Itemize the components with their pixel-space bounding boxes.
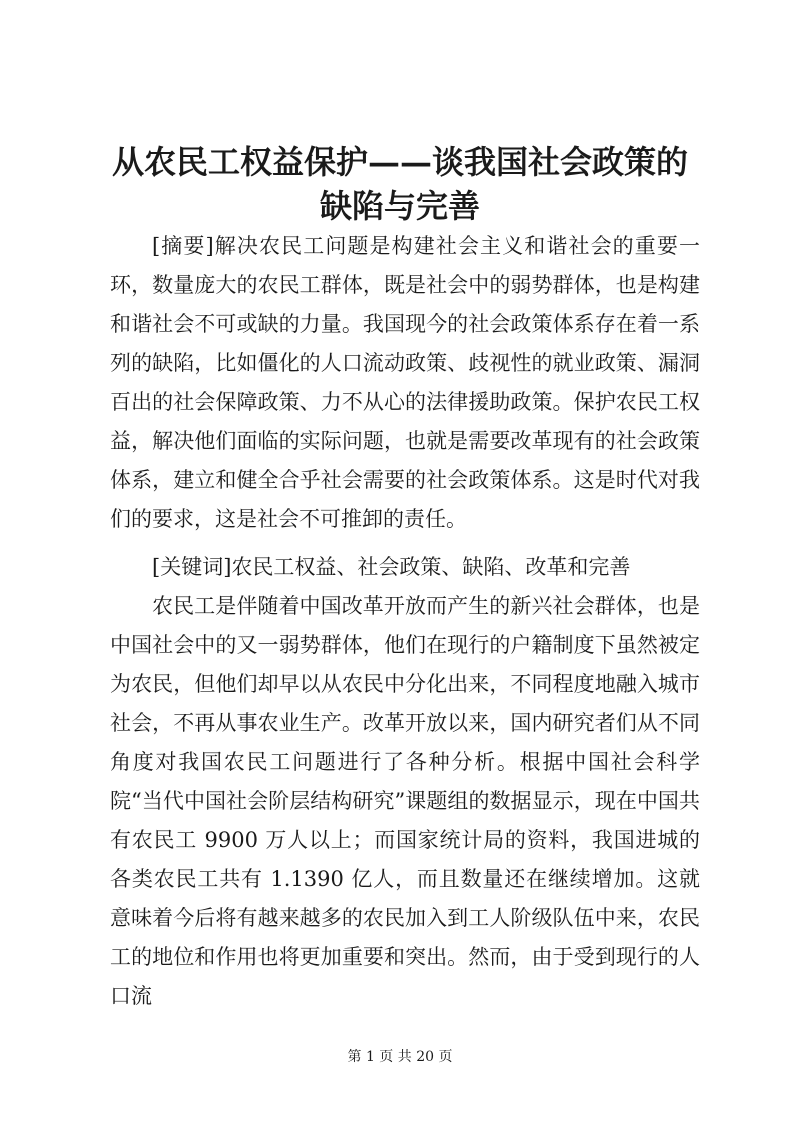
abstract-paragraph: [摘要]解决农民工问题是构建社会主义和谐社会的重要一环，数量庞大的农民工群体，既是社会中的弱势群体，也是构建和谐社会不可或缺的力量。我国现今的社会政策体系存在着一系列的缺陷，比如僵化的人口流动政策、歧视性的就业政策、漏洞百出的社会保障政策、力不从心的法律援助政策。保护农民工权益，解决他们面临的实际问题，也就是需要改革现有的社会政策体系，建立和健全合乎社会需要的社会政策体系。这是时代对我们的要求，这是社会不可推卸的责任。 [110,234,700,531]
page-footer: 第 1 页 共 20 页 [347,1049,453,1065]
intro-paragraph: 农民工是伴随着中国改革开放而产生的新兴社会群体，也是中国社会中的又一弱势群体，他们在现行的户籍制度下虽然被定为农民，但他们却早以从农民中分化出来，不同程度地融入城市社会，不再从事农业生产。改革开放以来，国内研究者们从不同角度对我国农民工问题进行了各种分析。根据中国社会科学院“当代中国社会阶层结构研究”课题组的数据显示，现在中国共有农民工 9900 万人以上；而国家统计局的资料，我国进城的各类农民工共有 1.1390 亿人，而且数量还在继续增加。这就意味着今后将有越来越多的农民加入到工人阶级队伍中来，农民工的地位和作用也将更加重要和突出。然而，由于受到现行的人口流 [110,594,700,1008]
document-title: 从农民工权益保护——谈我国社会政策的缺陷与完善 [111,143,688,225]
keywords-paragraph: [关键词]农民工权益、社会政策、缺陷、改革和完善 [152,555,631,579]
